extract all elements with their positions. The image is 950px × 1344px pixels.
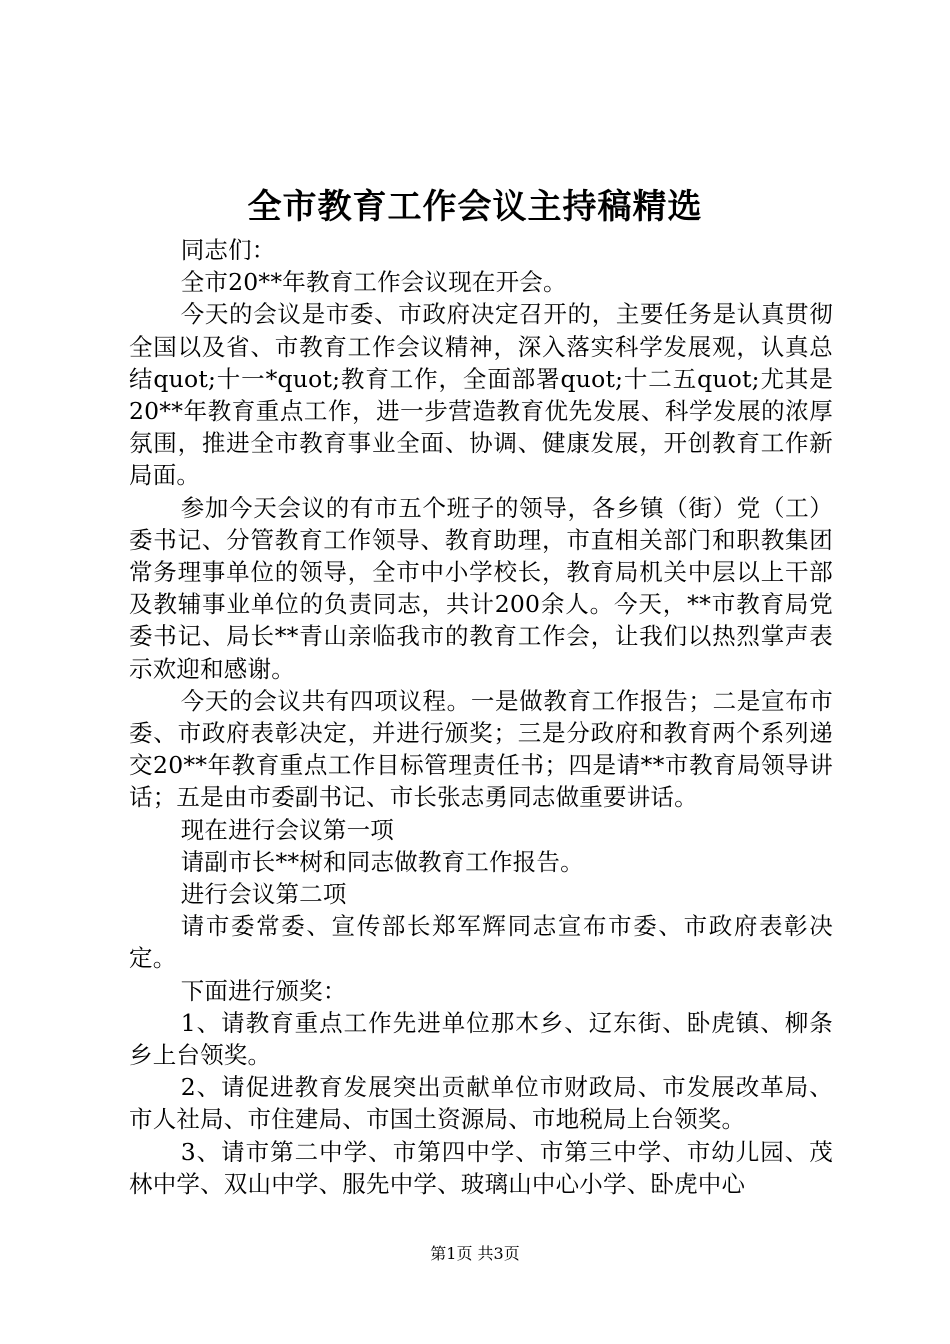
paragraph-award-2: 2、请促进教育发展突出贡献单位市财政局、市发展改革局、市人社局、市住建局、市国土资源局、市地税局上台领奖。 <box>129 1073 833 1134</box>
paragraph-greeting: 同志们： <box>180 236 276 264</box>
paragraph-item-one: 现在进行会议第一项 <box>180 815 394 844</box>
paragraph-award-3: 3、请市第二中学、市第四中学、市第三中学、市幼儿园、茂林中学、双山中学、服先中学、玻璃山中心小学、卧虎中心 <box>129 1137 833 1198</box>
page-footer: 第1页 共3页 <box>430 1244 520 1263</box>
paragraph-opening: 全市20**年教育工作会议现在开会。 <box>180 268 567 297</box>
paragraph-purpose: 今天的会议是市委、市政府决定召开的，主要任务是认真贯彻全国以及省、市教育工作会议精神，深入落实科学发展观，认真总结quot;十一*quot;教育工作，全面部署quot;十二五quot;尤其是20**年教育重点工作，进一步营造教育优先发展、科学发展的浓厚氛围，推进全市教育事业全面、协调、健康发展，开创教育工作新局面。 <box>129 300 833 490</box>
paragraph-award-1: 1、请教育重点工作先进单位那木乡、辽东街、卧虎镇、柳条乡上台领奖。 <box>129 1008 833 1070</box>
document-title: 全市教育工作会议主持稿精选 <box>247 187 703 227</box>
document-body <box>129 234 833 1200</box>
paragraph-agenda: 今天的会议共有四项议程。一是做教育工作报告；二是宣布市委、市政府表彰决定，并进行颁奖；三是分政府和教育两个系列递交20**年教育重点工作目标管理责任书；四是请**市教育局领导讲话；五是由市委副书记、市长张志勇同志做重要讲话。 <box>129 686 833 812</box>
paragraph-awards-intro: 下面进行颁奖： <box>180 976 347 1005</box>
paragraph-report-request: 请副市长**树和同志做教育工作报告。 <box>180 847 584 876</box>
paragraph-commendation-request: 请市委常委、宣传部长郑军辉同志宣布市委、市政府表彰决定。 <box>129 912 833 973</box>
paragraph-attendees: 参加今天会议的有市五个班子的领导，各乡镇（街）党（工）委书记、分管教育工作领导、教育助理，市直相关部门和职教集团常务理事单位的领导，全市中小学校长，教育局机关中层以上干部及教辅事业单位的负责同志，共计200余人。今天，**市教育局党委书记、局长**青山亲临我市的教育工作会，让我们以热烈掌声表示欢迎和感谢。 <box>129 493 833 683</box>
paragraph-item-two: 进行会议第二项 <box>180 880 347 909</box>
